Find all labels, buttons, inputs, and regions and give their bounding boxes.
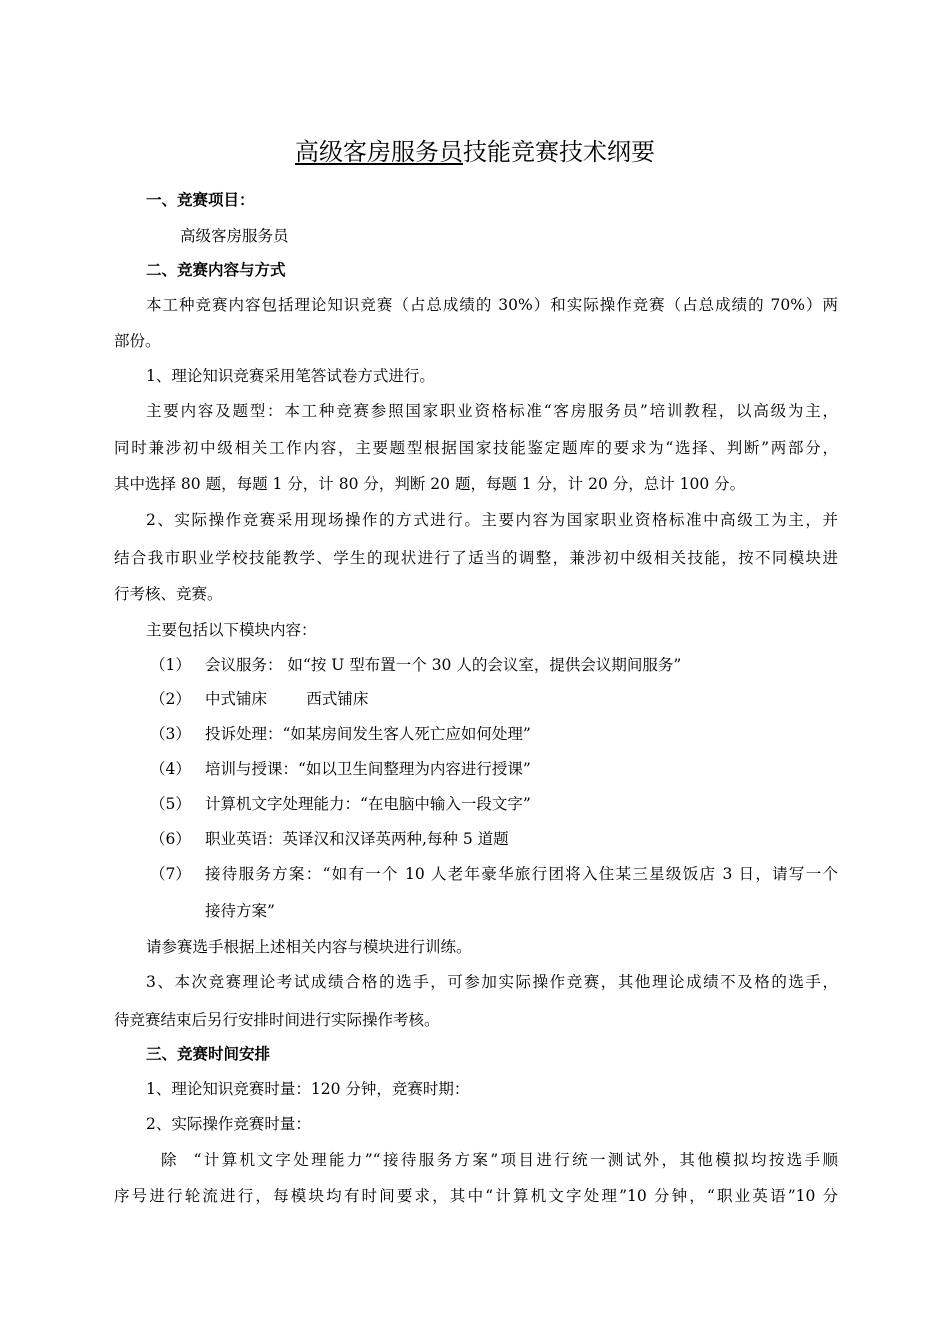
section-3-time-theory: 1、理论知识竞赛时量：120 分钟，竞赛时期： <box>146 1080 470 1098</box>
section-2-intro-line-1: 本工种竞赛内容包括理论知识竞赛（占总成绩的 30%）和实际操作竞赛（占总成绩的 70%）两 <box>146 296 838 314</box>
module-4-text: 培训与授课：“如以卫生间整理为内容进行授课” <box>205 760 531 778</box>
section-2-paragraph-3-line-2: 结合我市职业学校技能教学、学生的现状进行了适当的调整，兼涉初中级相关技能，按不同模块进 <box>114 549 838 567</box>
module-7-text-continued: 接待方案” <box>205 902 275 920</box>
section-2-paragraph-4-line-1: 3、本次竞赛理论考试成绩合格的选手，可参加实际操作竞赛，其他理论成绩不及格的选手， <box>146 973 838 991</box>
module-3-number: （3） <box>150 725 191 743</box>
module-2-number: （2） <box>150 690 191 708</box>
section-2-paragraph-2-line-2: 同时兼涉初中级相关工作内容，主要题型根据国家技能鉴定题库的要求为“选择、判断”两部分， <box>114 439 838 457</box>
section-3-time-practical: 2、实际操作竞赛时量： <box>146 1115 311 1133</box>
section-2-heading: 二、竞赛内容与方式 <box>146 260 286 279</box>
section-3-paragraph-line-1: 除 “计算机文字处理能力”“接待服务方案”项目进行统一测试外，其他模拟均按选手顺 <box>161 1151 838 1169</box>
section-2-paragraph-2-line-1: 主要内容及题型：本工种竞赛参照国家职业资格标准“客房服务员”培训教程，以高级为主， <box>146 402 838 420</box>
section-2-paragraph-1: 1、理论知识竞赛采用笔答试卷方式进行。 <box>146 367 435 385</box>
module-1-text: 会议服务： 如“按 U 型布置一个 30 人的会议室，提供会议期间服务” <box>205 656 682 674</box>
document-title-underlined: 高级客房服务员 <box>295 138 463 166</box>
module-3-text: 投诉处理：“如某房间发生客人死亡应如何处理” <box>205 725 531 743</box>
section-2-intro-line-2: 部份。 <box>114 332 161 350</box>
modules-intro: 主要包括以下模块内容： <box>146 621 317 639</box>
section-1-heading: 一、竞赛项目： <box>146 190 255 209</box>
section-1-body: 高级客房服务员 <box>180 227 289 245</box>
practice-note: 请参赛选手根据上述相关内容与模块进行训练。 <box>146 938 472 956</box>
section-2-paragraph-3-line-1: 2、实际操作竞赛采用现场操作的方式进行。主要内容为国家职业资格标准中高级工为主，并 <box>146 511 838 529</box>
section-2-paragraph-3-line-3: 行考核、竞赛。 <box>114 585 223 603</box>
document-title <box>0 136 950 168</box>
section-2-paragraph-4-line-2: 待竞赛结束后另行安排时间进行实际操作考核。 <box>114 1011 440 1029</box>
module-6-text: 职业英语：英译汉和汉译英两种,每种 5 道题 <box>205 830 509 848</box>
module-7-text: 接待服务方案：“如有一个 10 人老年豪华旅行团将入住某三星级饭店 3 日，请写一个 <box>205 865 838 883</box>
module-5-text: 计算机文字处理能力：“在电脑中输入一段文字” <box>205 795 531 813</box>
module-5-number: （5） <box>150 795 191 813</box>
module-1-number: （1） <box>150 656 191 674</box>
section-3-paragraph-line-2: 序号进行轮流进行，每模块均有时间要求，其中“计算机文字处理”10 分钟，“职业英语”10 分 <box>114 1187 838 1205</box>
module-6-number: （6） <box>150 830 191 848</box>
section-2-paragraph-2-line-3: 其中选择 80 题，每题 1 分，计 80 分，判断 20 题，每题 1 分，计 20 分，总计 100 分。 <box>114 475 746 493</box>
module-4-number: （4） <box>150 760 191 778</box>
section-3-heading: 三、竞赛时间安排 <box>146 1044 271 1063</box>
module-2-text: 中式铺床 西式铺床 <box>205 690 369 708</box>
document-title-rest: 技能竞赛技术纲要 <box>463 138 655 166</box>
module-7-number: （7） <box>150 865 191 883</box>
